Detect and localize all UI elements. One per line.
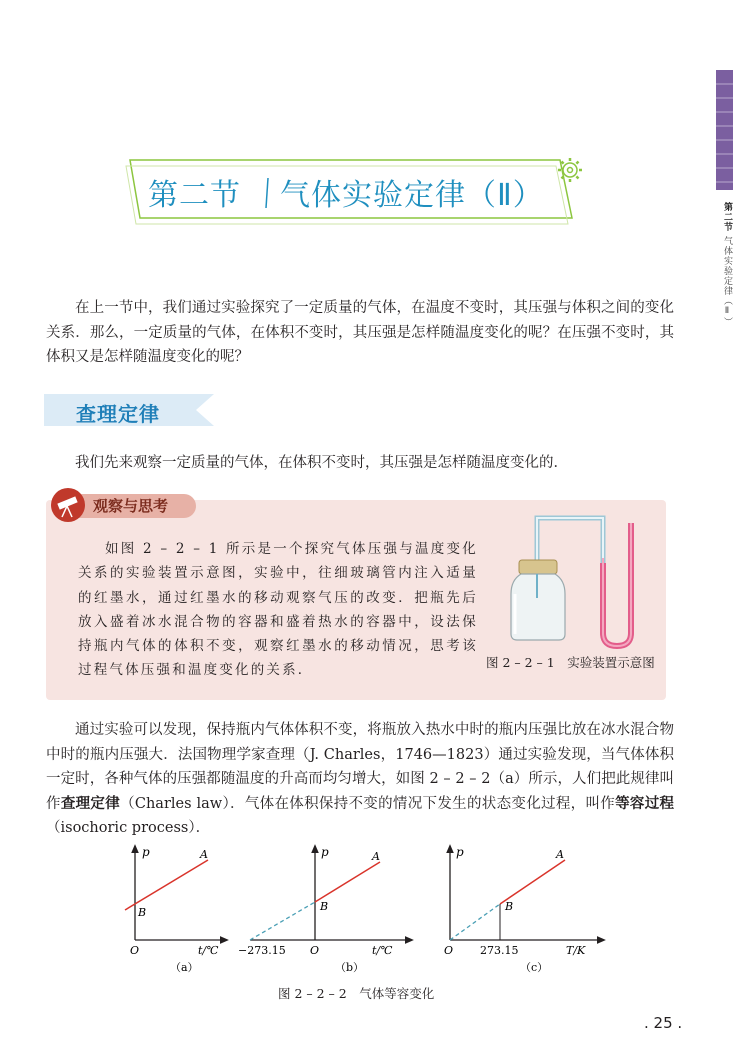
side-tab-section: 第二节 <box>722 202 732 232</box>
graph-c-x-label: T/K <box>566 944 586 957</box>
body-text-1: 通过实验可以发现，保持瓶内气体体积不变，将瓶放入热水中时的瓶内压强比放在冰水混合物中时的瓶内压强大．法国物理学家查理（J. Charles，1746—1823）通过实验发现，当气体体积一定时，各种气体的压强都随温度的升高而均匀增大，如图 2 – 2 – 2（a）所示，人们把此规律叫作 <box>46 722 674 812</box>
body-paragraph <box>46 718 674 841</box>
term-charles-law: 查理定律 <box>60 795 121 812</box>
section-number: 第二节 <box>148 178 241 213</box>
graph-a-line <box>125 860 208 910</box>
graph-c-point-a: A <box>556 848 564 861</box>
graph-c-point-b: B <box>505 900 514 913</box>
graph-c-line <box>500 860 565 904</box>
lead-paragraph: 我们先来观察一定质量的气体，在体积不变时，其压强是怎样随温度变化的． <box>75 455 568 471</box>
side-tab-label <box>718 202 732 327</box>
graph-c-x-tick: 273.15 <box>480 944 519 957</box>
graph-b-dashed-extension <box>250 902 315 940</box>
graph-b-line <box>315 862 380 902</box>
graph-b-x-label: t/℃ <box>372 944 393 957</box>
graph-b-origin: O <box>310 944 320 957</box>
graph-b-y-label: p <box>321 845 329 859</box>
side-tab-lines <box>716 70 733 190</box>
side-tab-title: 气体实验定律（Ⅱ） <box>722 235 732 327</box>
observe-text: 如图 2 – 2 – 1 所示是一个探究气体压强与温度变化关系的实验装置示意图，实验中，往细玻璃管内注入适量的红墨水，通过红墨水的移动观察气压的改变．把瓶先后放入盛着冰水混合物的容器和盛着热水的容器中，设法保持瓶内气体的体积不变，观察红墨水的移动情况，思考该过程气体压强和温度变化的关系． <box>78 541 478 679</box>
page-number: . 25 . <box>644 1014 683 1032</box>
graph-c-origin: O <box>444 944 454 957</box>
graph-a-label: （a） <box>170 961 199 974</box>
graph-c-label: （c） <box>520 961 549 974</box>
subsection-title: 查理定律 <box>76 402 160 426</box>
graph-a-point-a: A <box>200 848 208 861</box>
term-isochoric: 等容过程 <box>615 795 675 812</box>
graph-a-point-b: B <box>138 906 147 919</box>
section-title: 气体实验定律（Ⅱ） <box>280 178 544 213</box>
graph-c <box>444 845 602 974</box>
figure1-caption: 图 2 – 2 – 1 实验装置示意图 <box>486 655 655 670</box>
graph-b-label: （b） <box>335 961 365 974</box>
graph-a <box>125 845 225 974</box>
graph-c-dashed-extension <box>450 904 500 940</box>
graph-a-x-label: t/℃ <box>198 944 219 957</box>
graph-b-x-tick: −273.15 <box>238 944 286 957</box>
body-text-2: （Charles law）．气体在体积保持不变的情况下发生的状态变化过程，叫作 <box>120 795 616 812</box>
graph-c-y-label: p <box>456 845 464 859</box>
figure2-caption: 图 2 – 2 – 2 气体等容变化 <box>278 986 435 1001</box>
apparatus-illustration <box>505 508 655 653</box>
graph-a-y-label: p <box>142 845 150 859</box>
observe-title: 观察与思考 <box>93 497 169 515</box>
graph-a-origin: O <box>130 944 140 957</box>
figure2-graphs <box>110 840 630 980</box>
graph-b-point-a: A <box>372 850 380 863</box>
intro-paragraph: 在上一节中，我们通过实验探究了一定质量的气体，在温度不变时，其压强与体积之间的变化关系．那么，一定质量的气体，在体积不变时，其压强是怎样随温度变化的呢？在压强不变时，其体积又是怎样随温度变化的呢？ <box>46 300 674 365</box>
graph-b-point-b: B <box>320 900 329 913</box>
body-text-3: （isochoric process）． <box>46 820 211 836</box>
graph-b <box>238 845 410 974</box>
